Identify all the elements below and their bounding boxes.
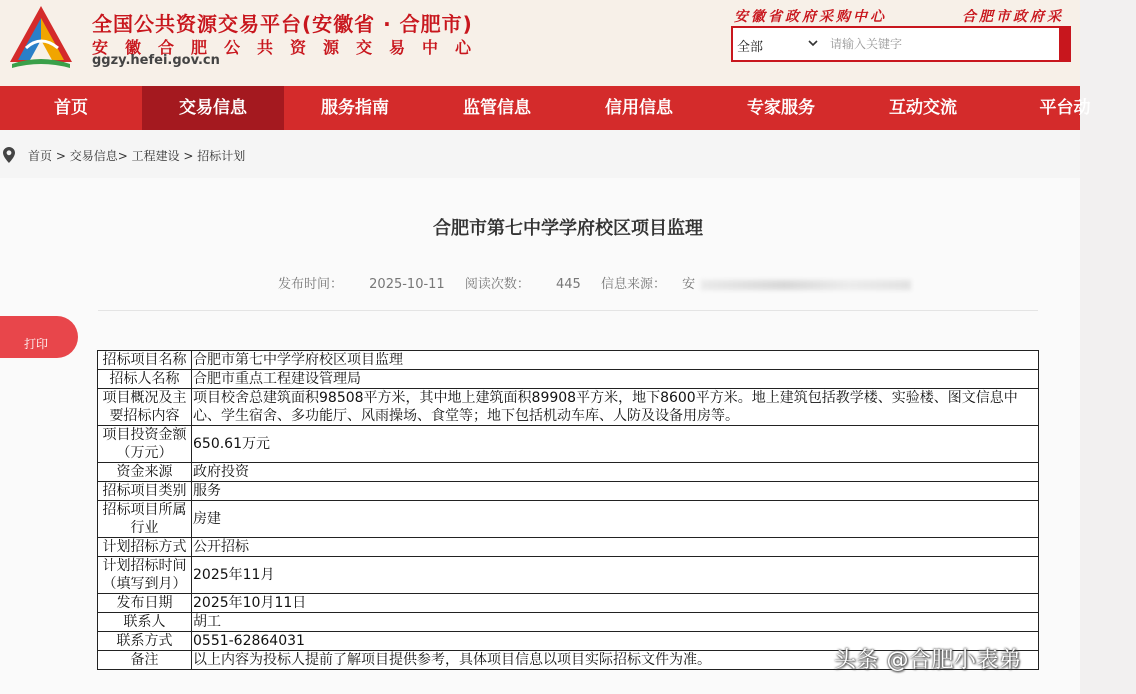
table-row xyxy=(98,351,1039,370)
row-value: 胡工 xyxy=(192,613,1039,632)
row-value: 政府投资 xyxy=(192,463,1039,482)
row-key: 发布日期 xyxy=(98,594,192,613)
article-title: 合肥市第七中学学府校区项目监理 xyxy=(433,218,703,239)
print-button[interactable]: 打印 xyxy=(0,316,78,358)
site-title: 全国公共资源交易平台(安徽省 · 合肥市) xyxy=(92,12,473,36)
publish-label: 发布时间： xyxy=(278,277,344,292)
row-value: 合肥市重点工程建设管理局 xyxy=(192,370,1039,389)
table-row xyxy=(98,594,1039,613)
row-value: 650.61万元 xyxy=(192,426,1039,463)
row-key: 项目概况及主要招标内容 xyxy=(98,389,192,426)
views-label: 阅读次数： xyxy=(464,277,530,292)
breadcrumb-engineering[interactable]: 工程建设 xyxy=(131,149,180,163)
row-value: 2025年11月 xyxy=(192,557,1039,594)
main-nav xyxy=(0,86,1091,130)
row-value: 以上内容为投标人提前了解项目提供参考，具体项目信息以项目实际招标文件为准。 xyxy=(192,651,1039,670)
nav-item-expert[interactable]: 专家服务 xyxy=(747,98,815,118)
table-row xyxy=(98,370,1039,389)
row-key: 招标项目所属行业 xyxy=(98,501,192,538)
site-url: ggzy.hefei.gov.cn xyxy=(92,53,220,68)
nav-item-service-guide[interactable]: 服务指南 xyxy=(321,98,389,118)
article-panel xyxy=(0,178,1080,694)
search-box xyxy=(731,26,1071,62)
row-key: 联系方式 xyxy=(98,632,192,651)
source-label: 信息来源： xyxy=(600,277,666,292)
breadcrumb-trade-info[interactable]: 交易信息 xyxy=(69,149,118,163)
row-key: 计划招标时间（填写到月） xyxy=(98,557,192,594)
nav-item-supervision[interactable]: 监管信息 xyxy=(463,98,531,118)
site-header xyxy=(0,0,1080,86)
table-row xyxy=(98,426,1039,463)
row-key: 招标项目类别 xyxy=(98,482,192,501)
table-row xyxy=(98,389,1039,426)
table-row xyxy=(98,613,1039,632)
site-subtitle: 安徽合肥公共资源交易中心 xyxy=(92,38,489,57)
platform-logo-icon[interactable] xyxy=(6,4,76,70)
search-scope-value: 全部 xyxy=(737,40,764,55)
divider xyxy=(98,310,1038,311)
nav-item-trade-info[interactable]: 交易信息 xyxy=(142,86,284,130)
row-value: 2025年10月11日 xyxy=(192,594,1039,613)
views-count: 445 xyxy=(556,277,581,292)
row-value: 公开招标 xyxy=(192,538,1039,557)
source-value: 安 xyxy=(682,277,696,292)
search-button[interactable] xyxy=(1059,28,1071,60)
row-key: 项目投资金额（万元） xyxy=(98,426,192,463)
table-row xyxy=(98,463,1039,482)
nav-item-interaction[interactable]: 互动交流 xyxy=(889,98,957,118)
hefei-gov-procurement-link[interactable]: 合肥市政府采 xyxy=(962,9,1064,25)
search-scope-select[interactable] xyxy=(733,28,823,60)
chevron-down-icon xyxy=(807,37,819,49)
row-value: 0551-62864031 xyxy=(192,632,1039,651)
table-row xyxy=(98,482,1039,501)
table-row xyxy=(98,501,1039,538)
row-key: 招标项目名称 xyxy=(98,351,192,370)
watermark-text: 头条 @合肥小表弟 xyxy=(834,648,1022,673)
nav-item-platform-news[interactable]: 平台动 xyxy=(1039,98,1091,118)
table-row xyxy=(98,538,1039,557)
publish-date: 2025-10-11 xyxy=(369,277,445,292)
breadcrumb-trail: 首页 > 交易信息> 工程建设 > 招标计划 xyxy=(28,149,246,163)
row-key: 资金来源 xyxy=(98,463,192,482)
row-value: 服务 xyxy=(192,482,1039,501)
row-key: 备注 xyxy=(98,651,192,670)
procurement-center-link[interactable]: 安徽省政府采购中心 xyxy=(734,9,887,25)
table-row xyxy=(98,557,1039,594)
location-pin-icon xyxy=(3,147,15,163)
row-value: 项目校舍总建筑面积98508平方米，其中地上建筑面积89908平方米，地下8600平方米。地上建筑包括教学楼、实验楼、图文信息中心、学生宿舍、多功能厅、风雨操场、食堂等；地下包括机动车库、人防及设备用房等。 xyxy=(192,389,1039,426)
breadcrumb-home[interactable]: 首页 xyxy=(28,149,53,163)
row-key: 招标人名称 xyxy=(98,370,192,389)
article-meta xyxy=(278,273,911,292)
row-key: 联系人 xyxy=(98,613,192,632)
search-input[interactable] xyxy=(830,28,1054,60)
source-blurred xyxy=(701,280,911,290)
nav-item-home[interactable]: 首页 xyxy=(54,98,88,118)
tender-info-table xyxy=(97,350,1039,670)
breadcrumb xyxy=(0,130,1080,178)
row-value: 合肥市第七中学学府校区项目监理 xyxy=(192,351,1039,370)
row-value: 房建 xyxy=(192,501,1039,538)
breadcrumb-tender-plan[interactable]: 招标计划 xyxy=(197,149,246,163)
nav-item-credit[interactable]: 信用信息 xyxy=(605,98,673,118)
row-key: 计划招标方式 xyxy=(98,538,192,557)
